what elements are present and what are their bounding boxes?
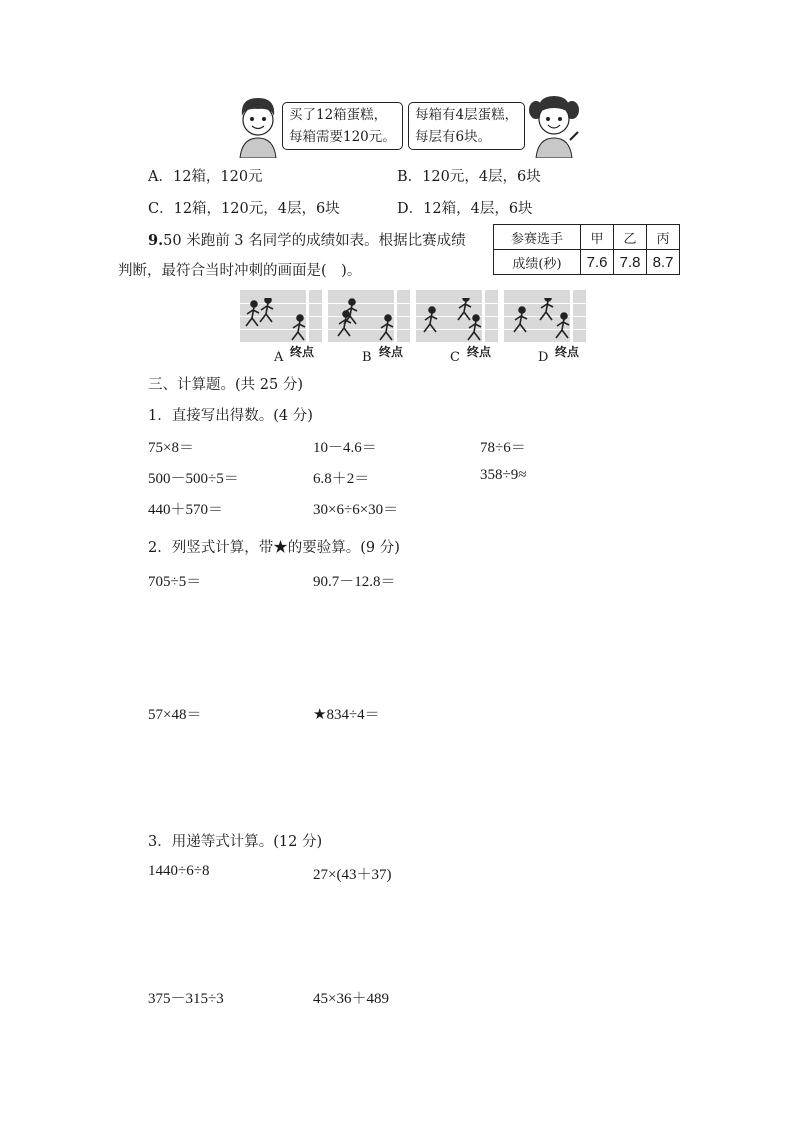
calc-item: 45×36＋489 (313, 991, 389, 1007)
calc-item: 30×6÷6×30＝ (313, 502, 399, 518)
calc-item: 1440÷6÷8 (148, 863, 210, 879)
part2-title: 2．列竖式计算，带★的要验算。(9 分) (148, 540, 400, 556)
calc-item: 500－500÷5＝ (148, 471, 239, 487)
q9-number: 9. (148, 232, 164, 249)
calc-item: 75×8＝ (148, 440, 194, 456)
section-title: 三、计算题。(共 25 分) (148, 377, 303, 393)
calc-item: 6.8＋2＝ (313, 471, 370, 487)
calc-item: 358÷9≈ (480, 467, 527, 483)
bubble-line: 每层有6块。 (415, 129, 492, 145)
part3-title: 3．用递等式计算。(12 分) (148, 834, 323, 850)
track-picture-c (416, 290, 498, 342)
finish-label: 终点 (555, 345, 580, 359)
option-text: 12箱，4层，6块 (423, 201, 533, 217)
option-text: 12箱，120元 (172, 169, 263, 185)
bubble-line: 每箱有4层蛋糕， (415, 107, 519, 123)
table-cell: 7.6 (581, 250, 614, 275)
finish-label: 终点 (290, 345, 315, 359)
table-cell: 成绩(秒) (494, 250, 581, 275)
calc-item: 90.7－12.8＝ (313, 574, 396, 590)
table-header-cell: 丙 (647, 225, 680, 250)
bubble-line: 买了12箱蛋糕， (289, 107, 388, 123)
q9-stem: 50 米跑前 3 名同学的成绩如表。根据比赛成绩 (163, 233, 466, 249)
speech-bubble-girl (408, 102, 525, 150)
option-b (397, 165, 541, 186)
bubble-line: 每箱需要120元。 (289, 129, 396, 145)
calc-item: 78÷6＝ (480, 440, 526, 456)
calc-item: ★834÷4＝ (313, 707, 380, 723)
calc-item: 440＋570＝ (148, 502, 224, 518)
speech-bubble-boy (282, 102, 403, 150)
picture-label-a: A (274, 350, 284, 365)
calc-item: 10－4.6＝ (313, 440, 377, 456)
table-header-cell: 甲 (581, 225, 614, 250)
runner-icon (508, 298, 578, 342)
track-picture-a (240, 290, 322, 342)
q9-text-line2: 判断，最符合当时冲刺的画面是( )。 (118, 263, 362, 279)
q9-text-line1 (148, 229, 466, 250)
girl-illustration (528, 92, 580, 158)
runner-icon (332, 298, 402, 342)
calc-item: 57×48＝ (148, 707, 202, 723)
boy-illustration (236, 96, 280, 158)
picture-label-d: D (538, 350, 549, 365)
option-letter: D． (397, 201, 424, 217)
part1-title: 1．直接写出得数。(4 分) (148, 408, 313, 424)
table-header-cell: 乙 (614, 225, 647, 250)
table-row (494, 225, 680, 250)
runner-icon (420, 298, 490, 342)
table-cell: 8.7 (647, 250, 680, 275)
picture-label-b: B (362, 350, 372, 365)
score-table (493, 224, 680, 275)
option-text: 12箱，120元，4层，6块 (173, 201, 340, 217)
table-row (494, 250, 680, 275)
finish-label: 终点 (467, 345, 492, 359)
track-picture-d (504, 290, 586, 342)
calc-item: 375－315÷3 (148, 991, 224, 1007)
option-a (148, 165, 263, 186)
calc-item: 27×(43＋37) (313, 867, 392, 883)
table-header-cell: 参赛选手 (494, 225, 581, 250)
option-letter: B． (397, 169, 423, 185)
option-c (148, 197, 340, 218)
track-picture-b (328, 290, 410, 342)
calc-item: 705÷5＝ (148, 574, 202, 590)
option-letter: A． (148, 169, 173, 185)
option-text: 120元，4层，6块 (422, 169, 541, 185)
option-d (397, 197, 533, 218)
option-letter: C． (148, 201, 174, 217)
table-cell: 7.8 (614, 250, 647, 275)
picture-label-c: C (450, 350, 460, 365)
runner-icon (244, 298, 314, 342)
finish-label: 终点 (379, 345, 404, 359)
